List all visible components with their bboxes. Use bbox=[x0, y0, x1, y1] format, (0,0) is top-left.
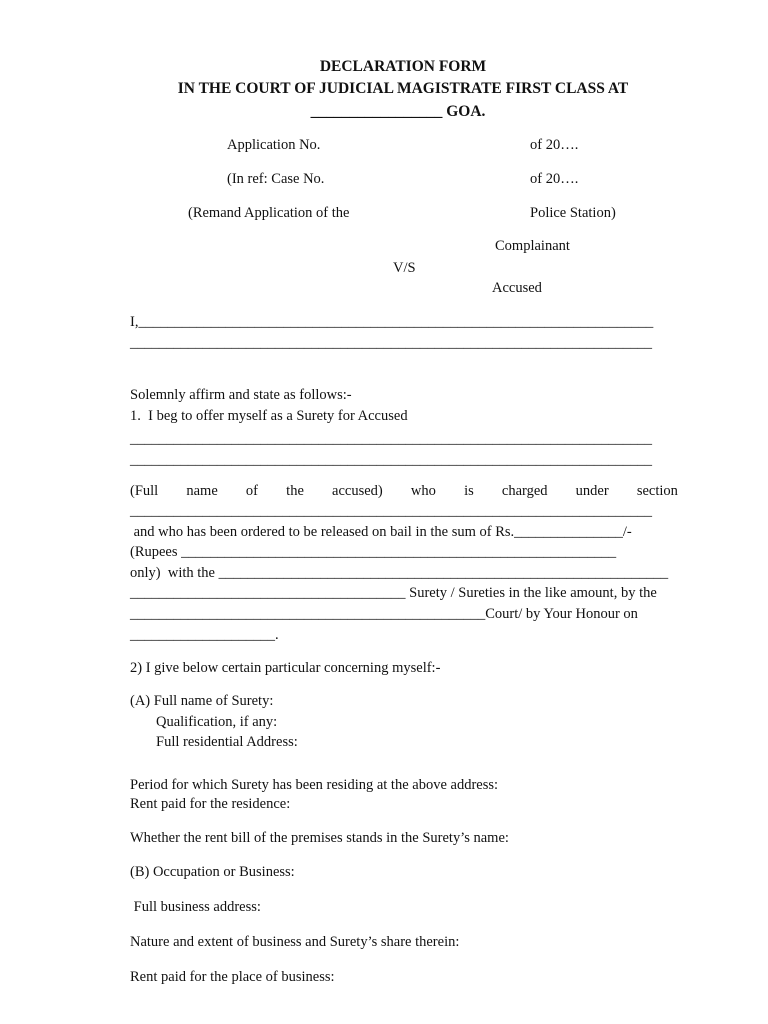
affirm-item-1: 1. I beg to offer myself as a Surety for Accused bbox=[130, 408, 408, 424]
remand-label: (Remand Application of the bbox=[188, 205, 350, 221]
word: accused) bbox=[332, 483, 383, 499]
application-year: of 20…. bbox=[530, 137, 579, 153]
word: (Full bbox=[130, 483, 159, 499]
court-honour-line: _________________________________________________Court/ by Your Honour on bbox=[130, 606, 638, 622]
application-no-label: Application No. bbox=[227, 137, 321, 153]
form-title: DECLARATION FORM bbox=[319, 58, 487, 75]
versus-label: V/S bbox=[393, 260, 416, 276]
police-station-label: Police Station) bbox=[530, 205, 616, 221]
business-rent-label: Rent paid for the place of business: bbox=[130, 969, 335, 985]
word: is bbox=[464, 483, 474, 499]
business-address-label: Full business address: bbox=[130, 899, 261, 915]
date-blank-line: ____________________. bbox=[130, 627, 279, 643]
place-line: _________________ GOA. bbox=[310, 103, 486, 120]
word: name bbox=[186, 483, 218, 499]
residential-address-label: Full residential Address: bbox=[156, 734, 298, 750]
bail-amount-line: and who has been ordered to be released on bail in the sum of Rs._______________/- bbox=[130, 524, 632, 540]
declarant-address-line: ________________________________________________________________________ bbox=[130, 335, 652, 351]
word: under bbox=[575, 483, 609, 499]
only-with-line: only) with the ______________________________________________________________ bbox=[130, 565, 669, 581]
accused-label: Accused bbox=[492, 280, 542, 296]
word: section bbox=[636, 483, 678, 499]
word: of bbox=[245, 483, 259, 499]
surety-full-name-label: (A) Full name of Surety: bbox=[130, 693, 274, 709]
sureties-line: ______________________________________ Surety / Sureties in the like amount, by the bbox=[130, 585, 657, 601]
accused-blank-2: ________________________________________________________________________ bbox=[130, 452, 652, 468]
particulars-heading: 2) I give below certain particular concerning myself:- bbox=[130, 660, 441, 676]
residence-period-label: Period for which Surety has been residing at the above address: bbox=[130, 777, 499, 793]
declarant-name-line: I,_______________________________________________________________________ bbox=[130, 314, 654, 330]
word: who bbox=[410, 483, 436, 499]
residence-rent-label: Rent paid for the residence: bbox=[130, 796, 291, 812]
word: the bbox=[286, 483, 304, 499]
affirm-intro: Solemnly affirm and state as follows:- bbox=[130, 387, 352, 403]
accused-blank-1: ________________________________________________________________________ bbox=[130, 431, 652, 447]
qualification-label: Qualification, if any: bbox=[156, 714, 278, 730]
word: charged bbox=[501, 483, 548, 499]
case-ref-label: (In ref: Case No. bbox=[227, 171, 325, 187]
court-heading: IN THE COURT OF JUDICIAL MAGISTRATE FIRST CLASS AT bbox=[177, 80, 629, 97]
rupees-line: (Rupees ____________________________________________________________ bbox=[130, 544, 617, 560]
section-blank: ________________________________________________________________________ bbox=[130, 503, 652, 519]
business-nature-label: Nature and extent of business and Surety’s share therein: bbox=[130, 934, 460, 950]
case-year: of 20…. bbox=[530, 171, 579, 187]
complainant-label: Complainant bbox=[495, 238, 570, 254]
rent-bill-label: Whether the rent bill of the premises stands in the Surety’s name: bbox=[130, 830, 509, 846]
full-name-accused-line bbox=[130, 484, 678, 499]
occupation-label: (B) Occupation or Business: bbox=[130, 864, 295, 880]
